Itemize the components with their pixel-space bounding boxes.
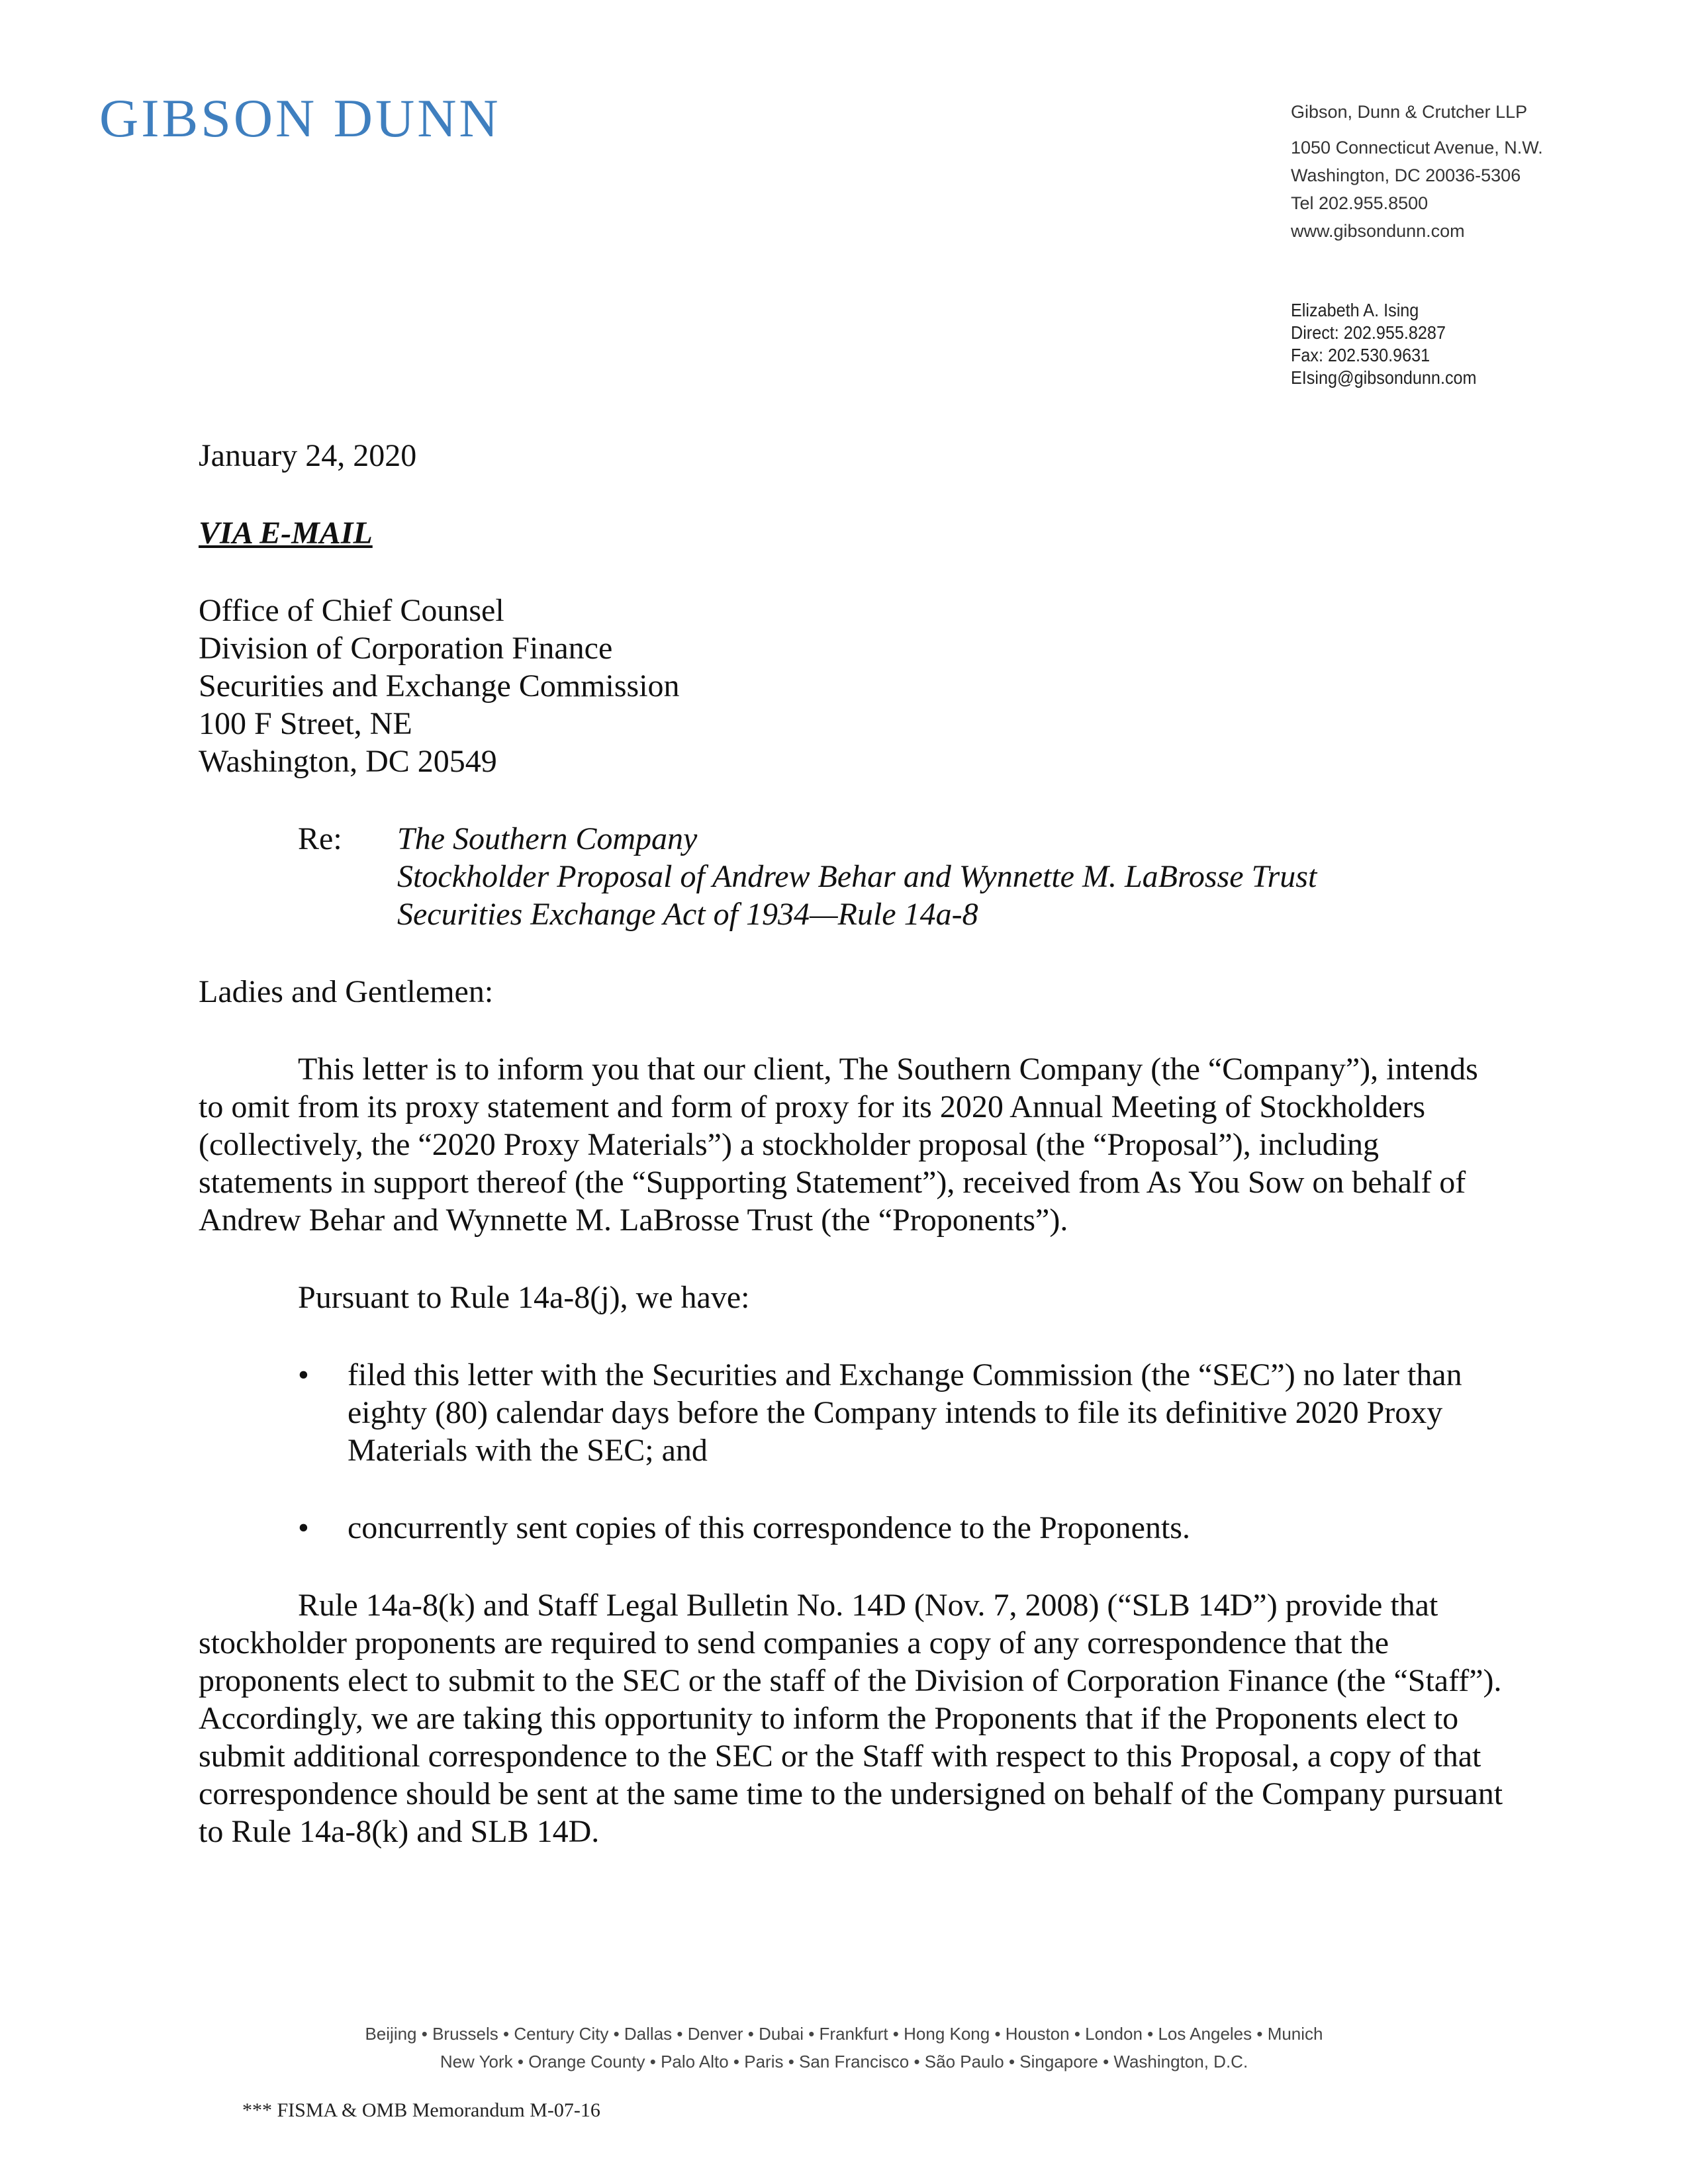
paragraph-correspondence: Rule 14a-8(k) and Staff Legal Bulletin No. 14D (Nov. 7, 2008) (“SLB 14D”) provide that stockholder proponents are required to send companies a copy of any correspondence that the proponents elect to submit to the SEC or the staff of the Division of Corporation Finance (the “Staff”). Accordingly, we are taking this opportunity to inform the Proponents that if the Proponents elect to submit additional correspondence to the SEC or the Staff with respect to this Proposal, a copy of that correspondence should be sent at the same time to the undersigned on behalf of the Company pursuant to Rule 14a-8(k) and SLB 14D.	[199, 1588, 1503, 1849]
subject-label: Re:	[298, 821, 342, 856]
bullet-text: filed this letter with the Securities and Exchange Commission (the “SEC”) no later than eighty (80) calendar days before the Company intends to file its definitive 2020 Proxy Materials with the SEC; and	[348, 1357, 1462, 1468]
recipient-line: Securities and Exchange Commission	[199, 668, 680, 704]
paragraph-pursuant: Pursuant to Rule 14a-8(j), we have:	[298, 1280, 750, 1315]
subject-line: The Southern Company	[397, 821, 698, 856]
subject-block	[298, 820, 1509, 933]
paragraph-intro: This letter is to inform you that our client, The Southern Company (the “Company”), intends to omit from its proxy statement and form of proxy for its 2020 Annual Meeting of Stockholders (collectively, the “2020 Proxy Materials”) a stockholder proposal (the “Proposal”), including statements in support thereof (the “Supporting Statement”), received from As You Sow on behalf of Andrew Behar and Wynnette M. LaBrosse Trust (the “Proponents”).	[199, 1052, 1478, 1238]
recipient-line: Division of Corporation Finance	[199, 631, 613, 666]
recipient-line: 100 F Street, NE	[199, 706, 412, 741]
firm-name: Gibson, Dunn & Crutcher LLP	[1291, 102, 1528, 122]
firm-contact-block	[1291, 98, 1675, 245]
attorney-fax: Fax: 202.530.9631	[1291, 345, 1430, 365]
attorney-direct-phone: Direct: 202.955.8287	[1291, 322, 1446, 343]
firm-address-line2: Washington, DC 20036-5306	[1291, 165, 1521, 185]
recipient-line: Office of Chief Counsel	[199, 593, 504, 628]
recipient-line: Washington, DC 20549	[199, 744, 497, 779]
delivery-method: VIA E-MAIL	[199, 516, 373, 551]
office-locations-line2: New York • Orange County • Palo Alto • Paris • San Francisco • São Paulo • Singapore • Washington, D.C.	[440, 2052, 1248, 2071]
bullet-marker: •	[298, 1357, 309, 1392]
firm-telephone: Tel 202.955.8500	[1291, 193, 1429, 213]
subject-line: Stockholder Proposal of Andrew Behar and Wynnette M. LaBrosse Trust	[397, 859, 1317, 894]
subject-lines	[397, 820, 1317, 933]
list-item	[298, 1509, 1509, 1547]
bullet-marker: •	[298, 1510, 309, 1545]
attorney-name: Elizabeth A. Ising	[1291, 300, 1419, 320]
letter-date: January 24, 2020	[199, 438, 417, 473]
attorney-email: EIsing@gibsondunn.com	[1291, 367, 1477, 388]
office-locations-line1: Beijing • Brussels • Century City • Dallas • Denver • Dubai • Frankfurt • Hong Kong • Houston • London • Los Angeles • Munich	[365, 2024, 1323, 2044]
bullet-text: concurrently sent copies of this correspondence to the Proponents.	[348, 1510, 1190, 1545]
salutation: Ladies and Gentlemen:	[199, 974, 494, 1009]
firm-address-line1: 1050 Connecticut Avenue, N.W.	[1291, 138, 1543, 158]
bullet-list	[298, 1356, 1509, 1547]
letter-body	[199, 437, 1509, 1850]
footer-note: *** FISMA & OMB Memorandum M-07-16	[242, 2099, 600, 2121]
subject-line: Securities Exchange Act of 1934—Rule 14a-8	[397, 897, 978, 932]
recipient-address	[199, 592, 1509, 780]
office-locations	[0, 2020, 1688, 2075]
attorney-contact-block	[1291, 299, 1636, 389]
list-item	[298, 1356, 1509, 1469]
firm-website: www.gibsondunn.com	[1291, 221, 1465, 241]
firm-logo: GIBSON DUNN	[99, 88, 501, 148]
